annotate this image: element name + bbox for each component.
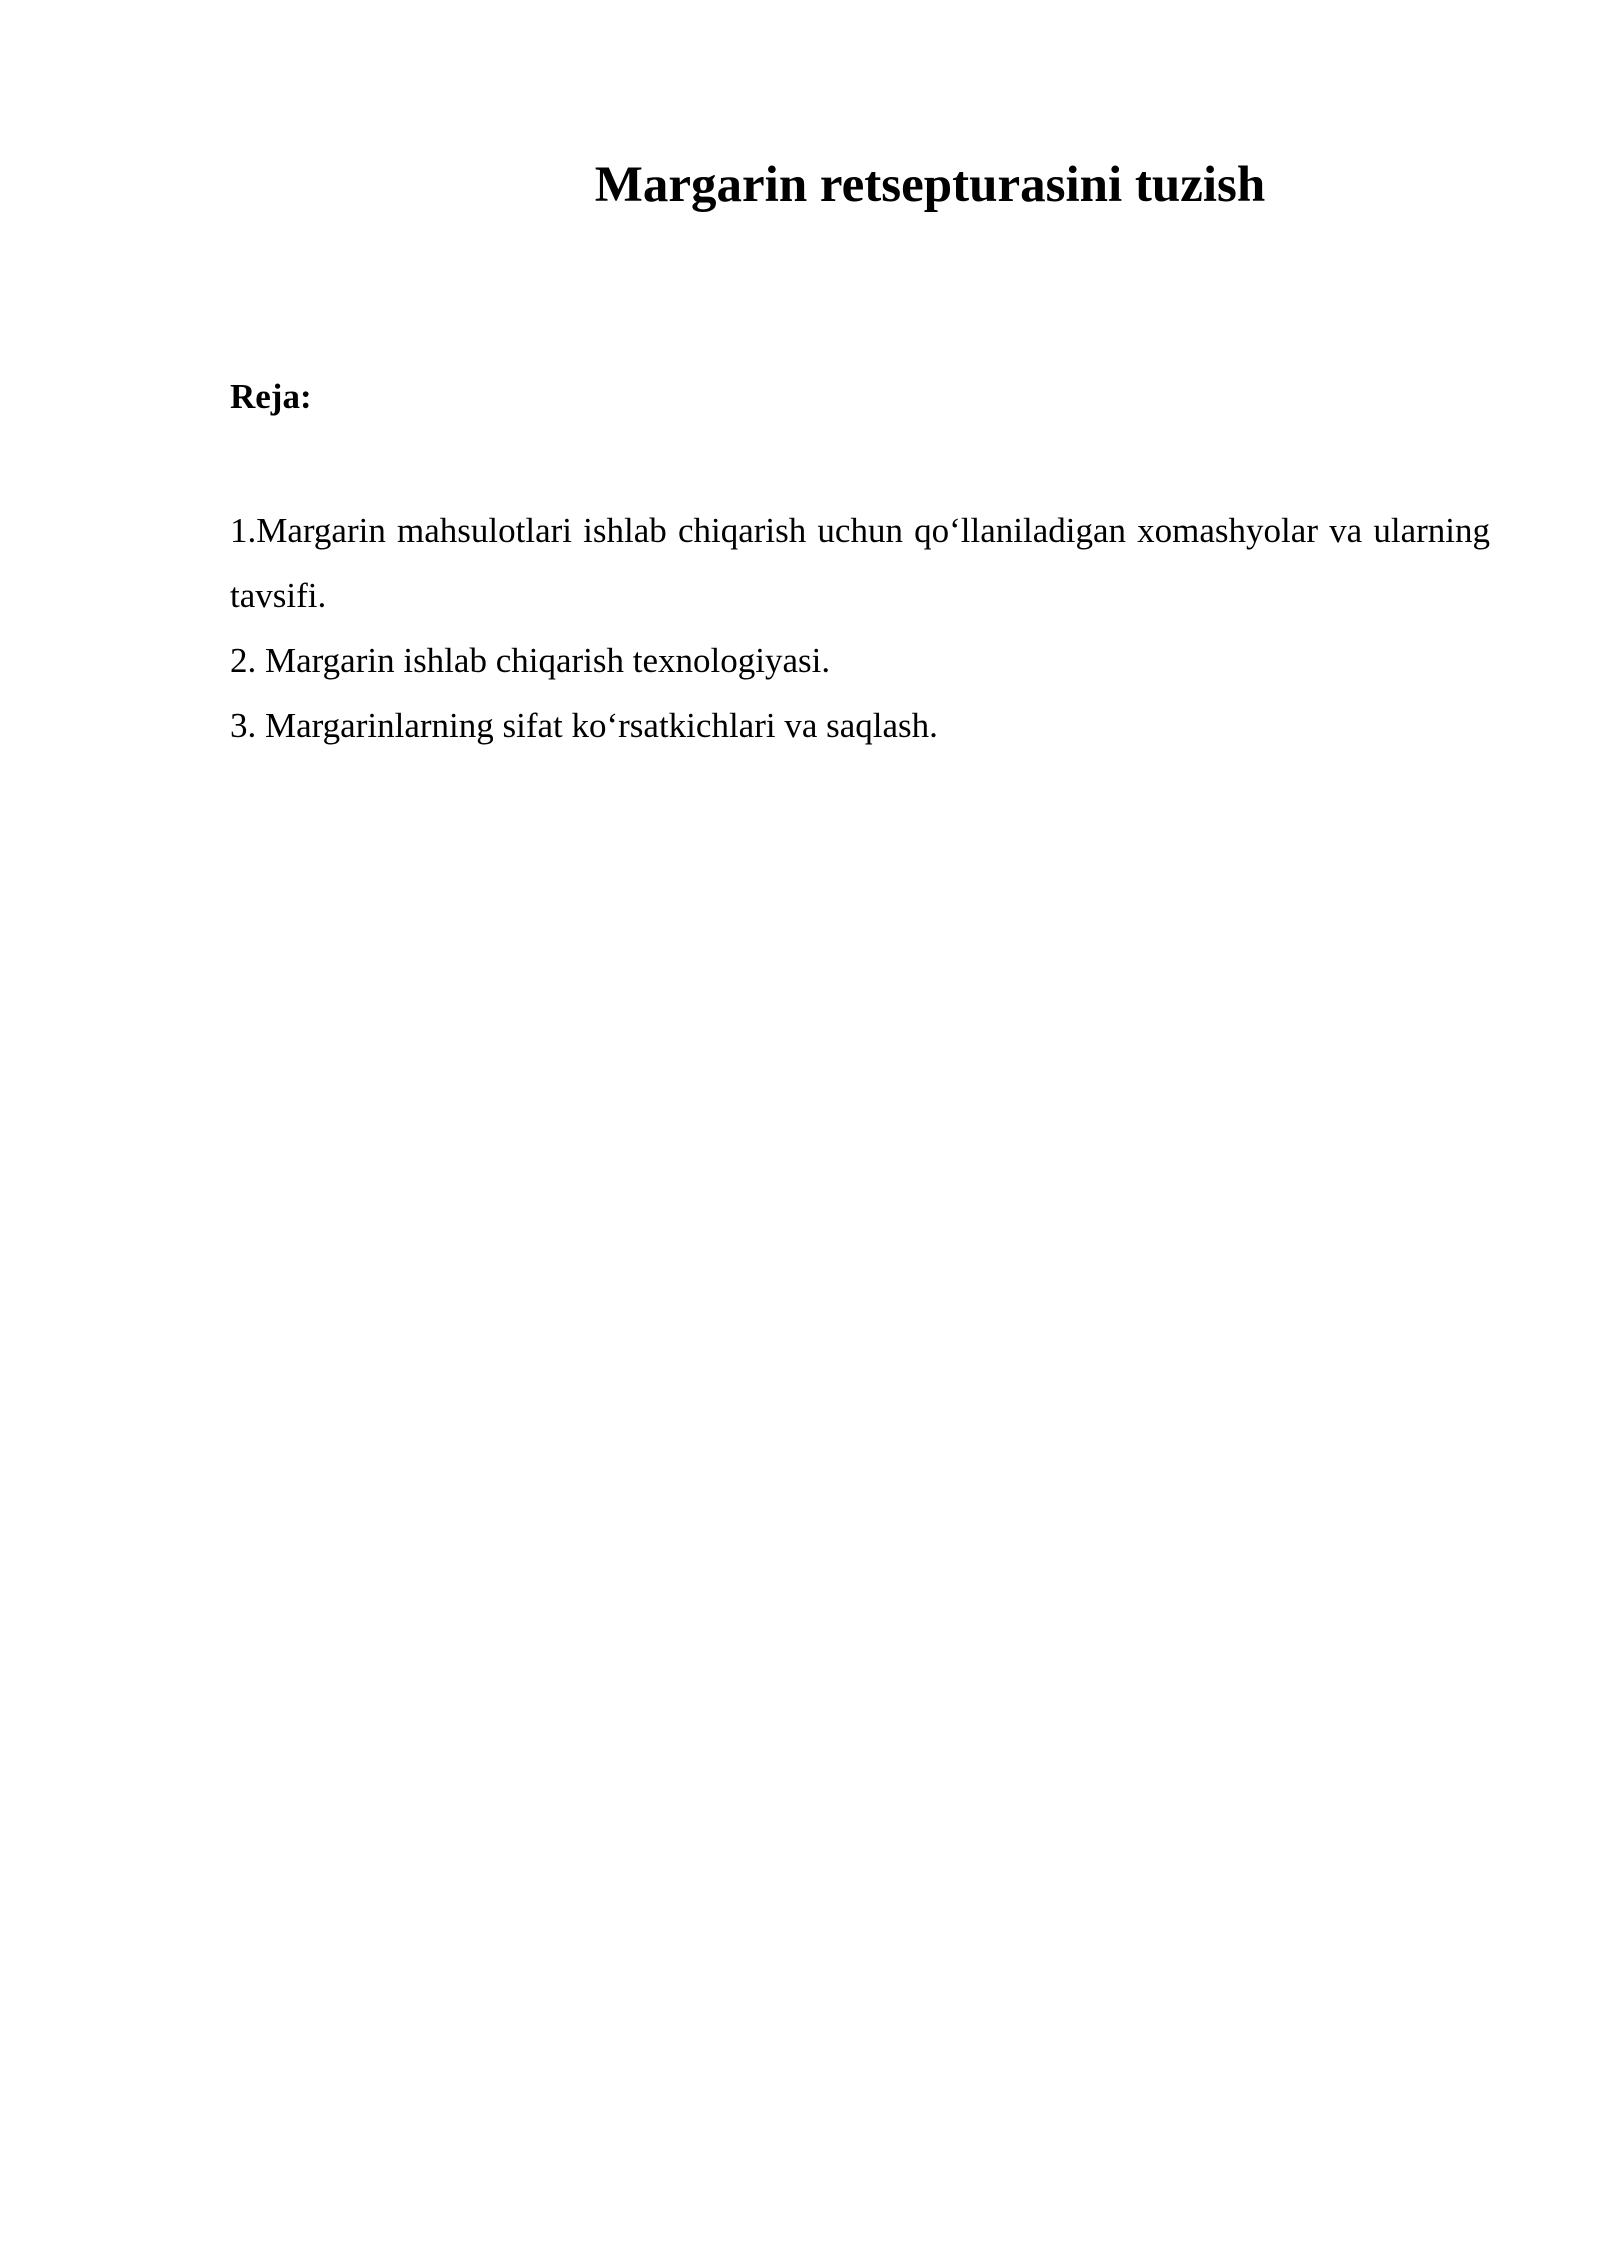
document-title: Margarin retsepturasini tuzish xyxy=(594,157,1266,213)
plan-item-1: 1.Margarin mahsulotlari ishlab chiqarish uchun qo‘llaniladigan xomashyolar va ularning tavsifi. xyxy=(230,511,1490,615)
plan-list xyxy=(230,498,1490,758)
plan-item-2: 2. Margarin ishlab chiqarish texnologiyasi. xyxy=(230,641,831,680)
plan-item-3: 3. Margarinlarning sifat ko‘rsatkichlari va saqlash. xyxy=(230,706,938,745)
plan-heading: Reja: xyxy=(230,377,312,416)
